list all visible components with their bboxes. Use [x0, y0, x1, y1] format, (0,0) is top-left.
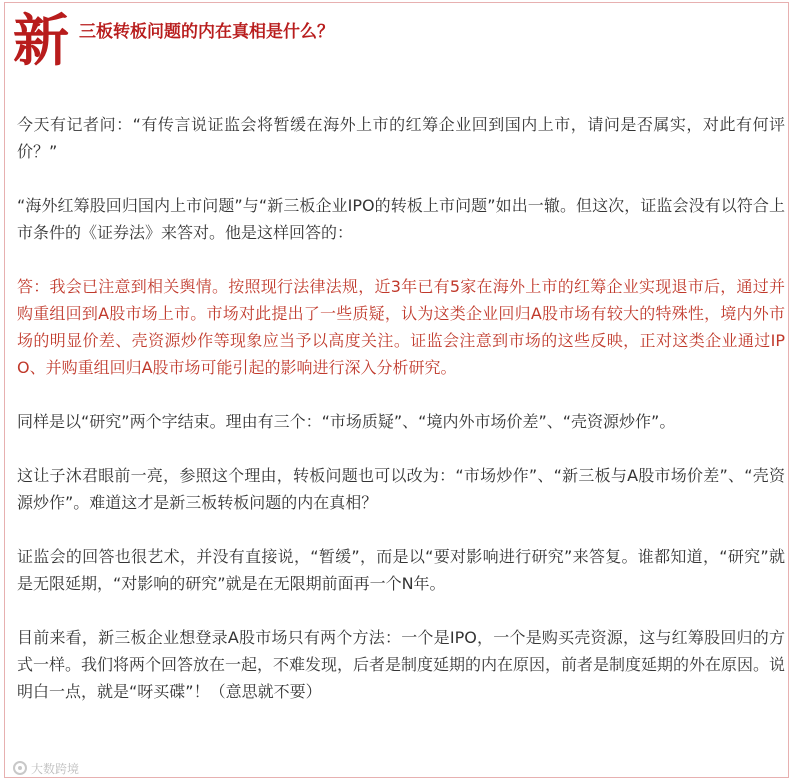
- paragraph-art-of-answer: 证监会的回答也很艺术，并没有直接说，“暂缓”，而是以“要对影响进行研究”来答复。谁都知道，“研究”就是无限延期，“对影响的研究”就是在无限期前面再一个N年。: [17, 547, 785, 593]
- watermark-text: 大数跨境: [31, 761, 80, 776]
- article-frame: [4, 2, 789, 778]
- paragraph-question: 今天有记者问：“有传言说证监会将暂缓在海外上市的红筹企业回到国内上市，请问是否属实，对此有何评价？”: [17, 115, 785, 161]
- paragraph-conclusion: 目前来看，新三板企业想登录A股市场只有两个方法：一个是IPO，一个是购买壳资源，这与红筹股回归的方式一样。我们将两个回答放在一起，不难发现，后者是制度延期的内在原因，前者是制度延期的外在原因。说明白一点，就是“呀买碟”！（意思就不要）: [17, 628, 786, 701]
- article-header: [13, 7, 773, 81]
- watermark: [13, 757, 79, 778]
- paragraph-comparison: “海外红筹股回归国内上市问题”与“新三板企业IPO的转板上市问题”如出一辙。但这次，证监会没有以符合上市条件的《证券法》来答对。他是这样回答的：: [17, 196, 785, 242]
- article-body: [17, 111, 785, 732]
- paragraph-transfer-reasons: 这让子沐君眼前一亮，参照这个理由，转板问题也可以改为：“市场炒作”、“新三板与A股市场价差”、“壳资源炒作”。难道这才是新三板转板问题的内在真相？: [17, 466, 785, 512]
- logo-icon: [13, 761, 27, 775]
- paragraph-official-answer: 答：我会已注意到相关舆情。按照现行法律法规，近3年已有5家在海外上市的红筹企业实现退市后，通过并购重组回到A股市场上市。市场对此提出了一些质疑，认为这类企业回归A股市场有较大的特殊性，境内外市场的明显价差、壳资源炒作等现象应当予以高度关注。证监会注意到市场的这些反映，正对这类企业通过IPO、并购重组回归A股市场可能引起的影响进行深入分析研究。: [17, 277, 785, 377]
- header-big-character: 新: [13, 8, 69, 74]
- article-title: 三板转板问题的内在真相是什么？: [79, 22, 334, 42]
- paragraph-reasons: 同样是以“研究”两个字结束。理由有三个：“市场质疑”、“境内外市场价差”、“壳资源炒作”。: [17, 412, 676, 431]
